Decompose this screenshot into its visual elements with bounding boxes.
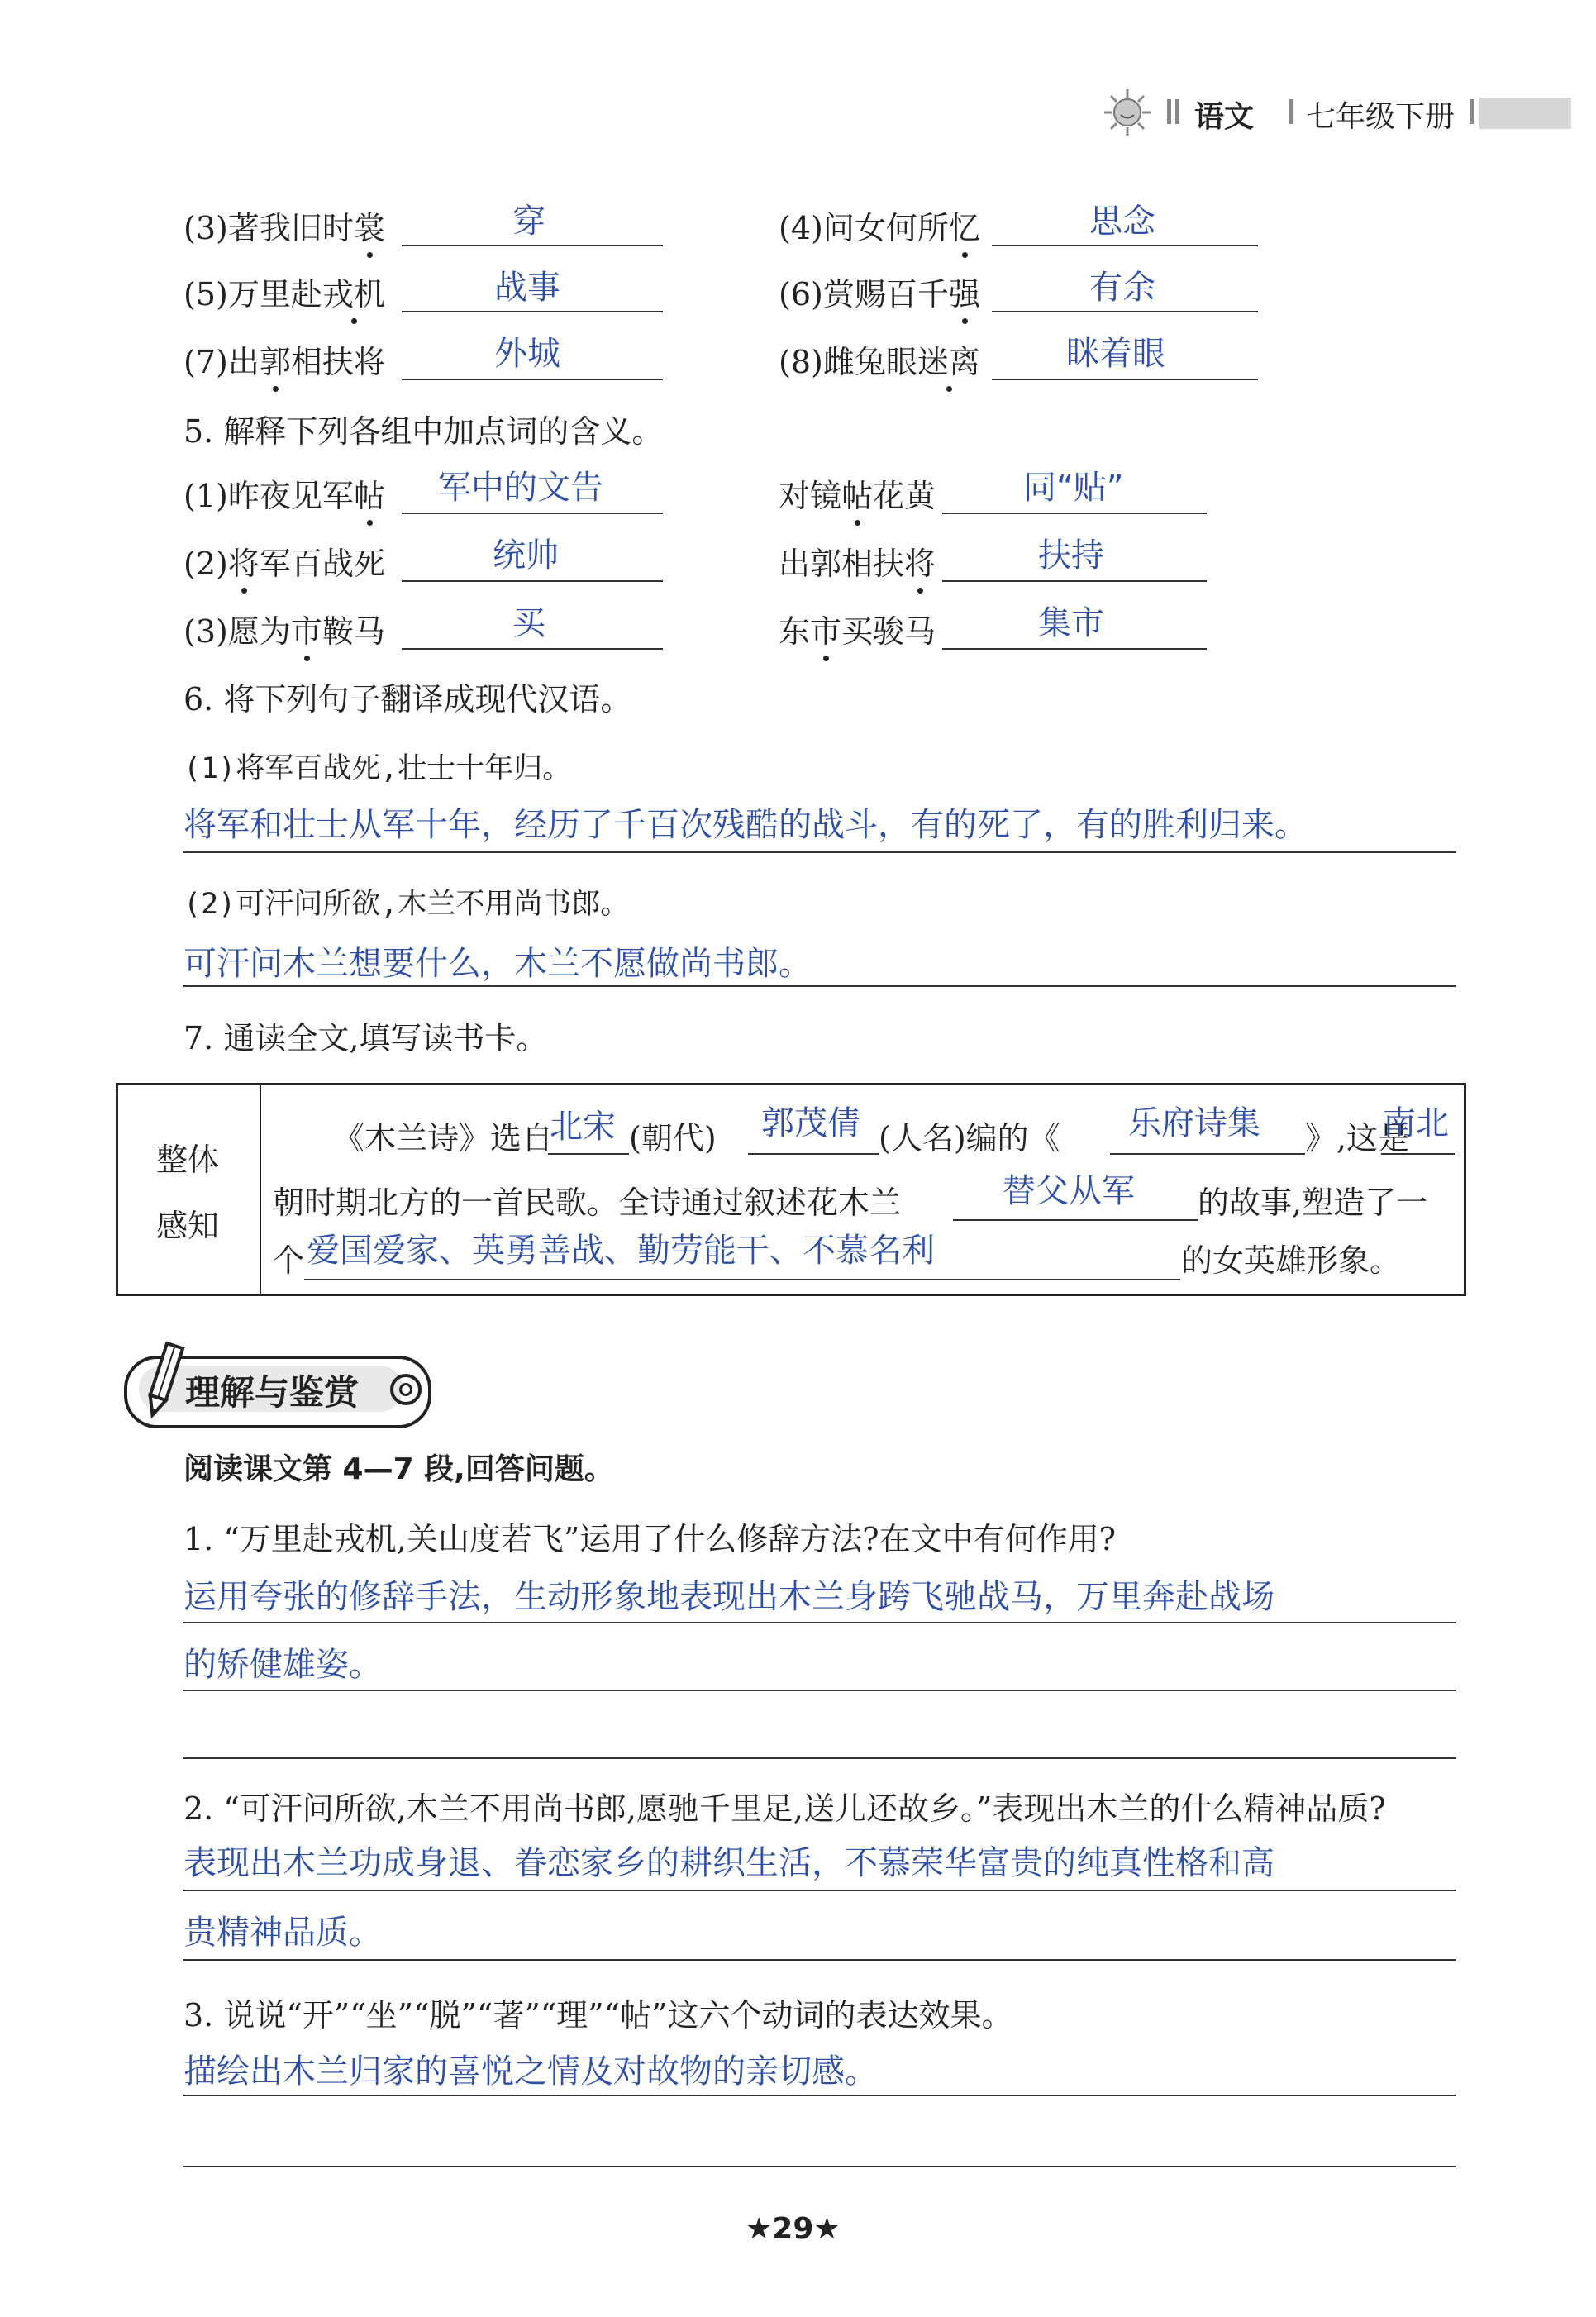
header-bar xyxy=(1479,98,1571,129)
r2-answer-line-1: 表现出木兰功成身退、眷恋家乡的耕织生活，不慕荣华富贵的纯真性格和高 xyxy=(183,1844,1274,1882)
q6-sentence-2: (2)可汗问所欲,木兰不用尚书郎。 xyxy=(183,888,630,921)
card-text: 个 xyxy=(273,1242,305,1279)
header-divider xyxy=(1289,99,1293,124)
card-text: 朝时期北方的一首民歌。全诗通过叙述花木兰 xyxy=(273,1185,902,1221)
r3-answer-line-1: 描绘出木兰归家的喜悦之情及对故物的亲切感。 xyxy=(183,2052,878,2091)
section-title: 理解与鉴赏 xyxy=(185,1372,360,1413)
answer: 买 xyxy=(512,604,545,642)
card-text: 的女英雄形象。 xyxy=(1181,1242,1402,1279)
answer: 穿 xyxy=(512,203,545,241)
answer: 扶持 xyxy=(1038,536,1104,574)
table-label-1: 整体 xyxy=(156,1142,220,1178)
header-divider xyxy=(1175,99,1179,124)
answer-line xyxy=(183,851,1456,853)
answer: 思念 xyxy=(1089,203,1155,241)
header-subject: 语文 xyxy=(1194,100,1255,134)
answer: 同“贴” xyxy=(1023,469,1124,507)
q6-answer-1: 将军和壮士从军十年，经历了千百次残酷的战斗，有的死了，有的胜利归来。 xyxy=(183,806,1308,844)
answer-line xyxy=(183,1959,1456,1961)
answer: 军中的文告 xyxy=(438,469,603,507)
answer-era: 南北 xyxy=(1383,1104,1449,1142)
pencil-icon xyxy=(139,1339,188,1422)
section-instruction: 阅读课文第 4—7 段,回答问题。 xyxy=(183,1452,614,1486)
r2-answer-line-2: 贵精神品质。 xyxy=(183,1914,382,1952)
table-label-cell xyxy=(118,1085,261,1294)
answer-story: 替父从军 xyxy=(1003,1172,1135,1210)
r1-question: 1. “万里赴戎机,关山度若飞”运用了什么修辞方法?在文中有何作用? xyxy=(183,1521,1117,1557)
answer-book: 乐府诗集 xyxy=(1128,1104,1260,1142)
q6-answer-2: 可汗问木兰想要什么，木兰不愿做尚书郎。 xyxy=(183,945,812,983)
q6-title: 6. 将下列句子翻译成现代汉语。 xyxy=(183,681,632,718)
answer: 有余 xyxy=(1089,269,1155,307)
q6-sentence-1: (1)将军百战死,壮士十年归。 xyxy=(183,752,572,785)
sun-logo-icon xyxy=(1103,88,1152,137)
r1-answer-line-2: 的矫健雄姿。 xyxy=(183,1646,382,1684)
card-text: (人名)编的《 xyxy=(879,1120,1060,1156)
card-text: 的故事,塑造了一 xyxy=(1198,1185,1428,1221)
answer-line xyxy=(183,985,1456,987)
answer: 集市 xyxy=(1038,604,1104,642)
header-divider xyxy=(1470,99,1474,124)
answer-line xyxy=(183,1690,1456,1691)
section-badge xyxy=(124,1356,431,1428)
r2-question: 2. “可汗问所欲,木兰不用尚书郎,愿驰千里足,送儿还故乡。”表现出木兰的什么精神品质? xyxy=(183,1790,1386,1827)
table-label-2: 感知 xyxy=(156,1208,220,1244)
answer: 战事 xyxy=(494,269,560,307)
r1-answer-line-1: 运用夸张的修辞手法，生动形象地表现出木兰身跨飞驰战马，万里奔赴战场 xyxy=(183,1578,1274,1616)
answer-compiler: 郭茂倩 xyxy=(761,1104,860,1142)
card-text: (朝代) xyxy=(629,1120,717,1156)
answer-line xyxy=(183,1622,1456,1623)
answer-line xyxy=(183,1757,1456,1759)
answer-dynasty: 北宋 xyxy=(550,1108,616,1146)
page-number: ★29★ xyxy=(746,2212,841,2246)
header-grade: 七年级下册 xyxy=(1306,100,1455,134)
header-divider xyxy=(1167,99,1171,124)
target-icon xyxy=(390,1374,422,1405)
answer-line xyxy=(183,2095,1456,2096)
q5-title: 5. 解释下列各组中加点词的含义。 xyxy=(183,413,664,450)
q7-title: 7. 通读全文,填写读书卡。 xyxy=(183,1020,548,1056)
answer: 统帅 xyxy=(493,536,559,574)
reading-card-table xyxy=(116,1083,1466,1296)
answer: 眯着眼 xyxy=(1066,335,1165,373)
answer-line xyxy=(183,1890,1456,1891)
answer-image: 爱国爱家、英勇善战、勤劳能干、不慕名利 xyxy=(307,1232,935,1270)
answer: 外城 xyxy=(494,335,560,373)
answer-line xyxy=(183,2166,1456,2167)
card-text: 》,这是 xyxy=(1305,1120,1410,1156)
card-text: 《木兰诗》选自 xyxy=(333,1120,554,1156)
r3-question: 3. 说说“开”“坐”“脱”“著”“理”“帖”这六个动词的表达效果。 xyxy=(183,1997,1013,2033)
